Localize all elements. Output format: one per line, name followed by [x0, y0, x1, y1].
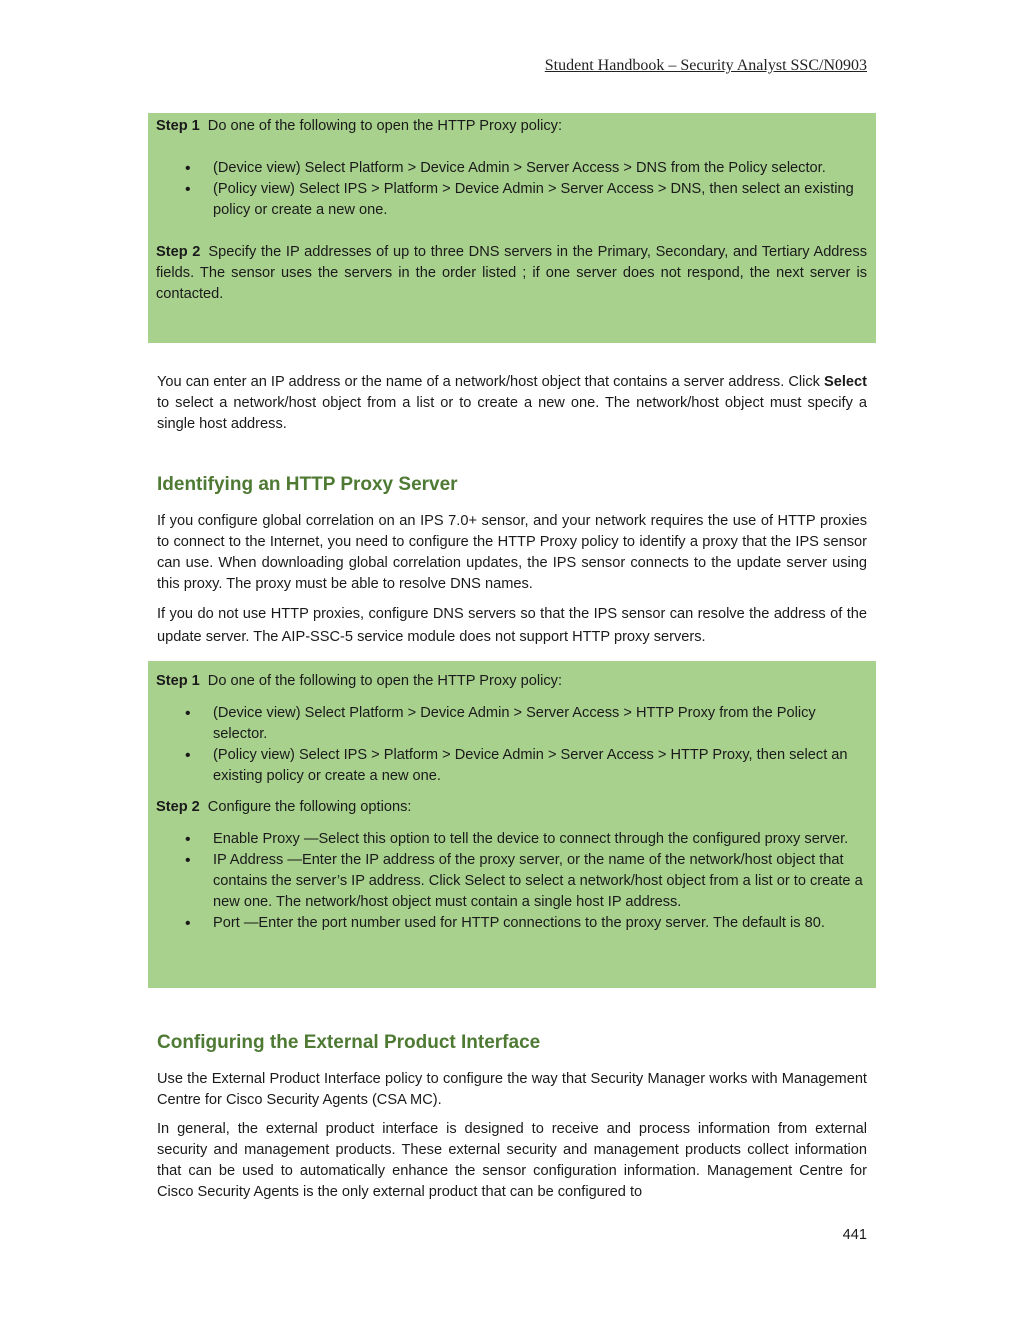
list-item: • (Policy view) Select IPS > Platform > Device Admin > Server Access > HTTP Proxy, then select an existing policy or create a new one.: [156, 745, 867, 787]
section-heading-external-product: Configuring the External Product Interface: [157, 1032, 541, 1053]
dns-step-2: [156, 242, 867, 305]
step-text: Do one of the following to open the HTTP Proxy policy:: [207, 673, 563, 689]
dns-step-1-options: [156, 158, 867, 221]
list-item: • (Policy view) Select IPS > Platform > Device Admin > Server Access > DNS, then select an existing policy or create a new one.: [156, 179, 867, 221]
external-product-paragraph-2: In general, the external product interface is designed to receive and process information from external security and management products. These external security and management products collect information that can be used to automatically enhance the sensor configuration information. Management Centre for Cisco Security Agents is the only external product that can be configured to: [157, 1121, 867, 1200]
http-proxy-steps-box: [148, 661, 876, 988]
http-proxy-paragraph-2: If you do not use HTTP proxies, configure DNS servers so that the IPS sensor can resolve the address of the update server. The AIP-SSC-5 service module does not support HTTP proxy servers.: [157, 606, 867, 645]
step-text: Specify the IP addresses of up to three DNS servers in the Primary, Secondary, and Tertiary Address fields. The sensor uses the servers in the order listed ; if one server does not respond, the next server is contacted.: [156, 244, 867, 302]
http-proxy-paragraph-1: If you configure global correlation on an IPS 7.0+ sensor, and your network requires the use of HTTP proxies to connect to the Internet, you need to configure the HTTP Proxy policy to identify a proxy that the IPS sensor can use. When downloading global correlation updates, the IPS sensor connects to the update server using this proxy. The proxy must be able to resolve DNS names.: [157, 513, 867, 592]
step-label: Step 1: [156, 673, 200, 689]
step-text: Configure the following options:: [207, 799, 412, 815]
dns-step-1: [156, 116, 867, 137]
proxy-step-1-options: [156, 703, 867, 787]
step-text: Do one of the following to open the HTTP Proxy policy:: [207, 118, 563, 134]
dns-paragraph: You can enter an IP address or the name of a network/host object that contains a server address. Click Select to select a network/host object from a list or to create a new one. The network/host object must specify a single host address.: [157, 374, 867, 432]
external-product-paragraph-1: Use the External Product Interface policy to configure the way that Security Manager works with Management Centre for Cisco Security Agents (CSA MC).: [157, 1071, 867, 1108]
select-keyword: Select: [824, 374, 867, 390]
running-header: Student Handbook – Security Analyst SSC/N0903: [544, 57, 867, 74]
list-item: • (Device view) Select Platform > Device Admin > Server Access > HTTP Proxy from the Policy selector.: [156, 703, 867, 745]
dns-steps-box: [148, 113, 876, 343]
step-label: Step 2: [156, 799, 200, 815]
step-label: Step 2: [156, 244, 201, 260]
list-item: • Port —Enter the port number used for HTTP connections to the proxy server. The default is 80.: [156, 913, 867, 934]
proxy-step-2: [156, 797, 867, 818]
list-item: • Enable Proxy —Select this option to tell the device to connect through the configured proxy server.: [156, 829, 867, 850]
proxy-step-1: [156, 671, 867, 692]
proxy-step-2-options: [156, 829, 867, 934]
step-label: Step 1: [156, 118, 200, 134]
page-number: 441: [842, 1227, 867, 1243]
list-item: • (Device view) Select Platform > Device Admin > Server Access > DNS from the Policy selector.: [156, 158, 867, 179]
list-item: • IP Address —Enter the IP address of the proxy server, or the name of the network/host object that contains the server’s IP address. Click Select to select a network/host object from a list or to create a new one. The network/host object must contain a single host IP address.: [156, 850, 867, 913]
section-heading-http-proxy: Identifying an HTTP Proxy Server: [157, 474, 458, 495]
